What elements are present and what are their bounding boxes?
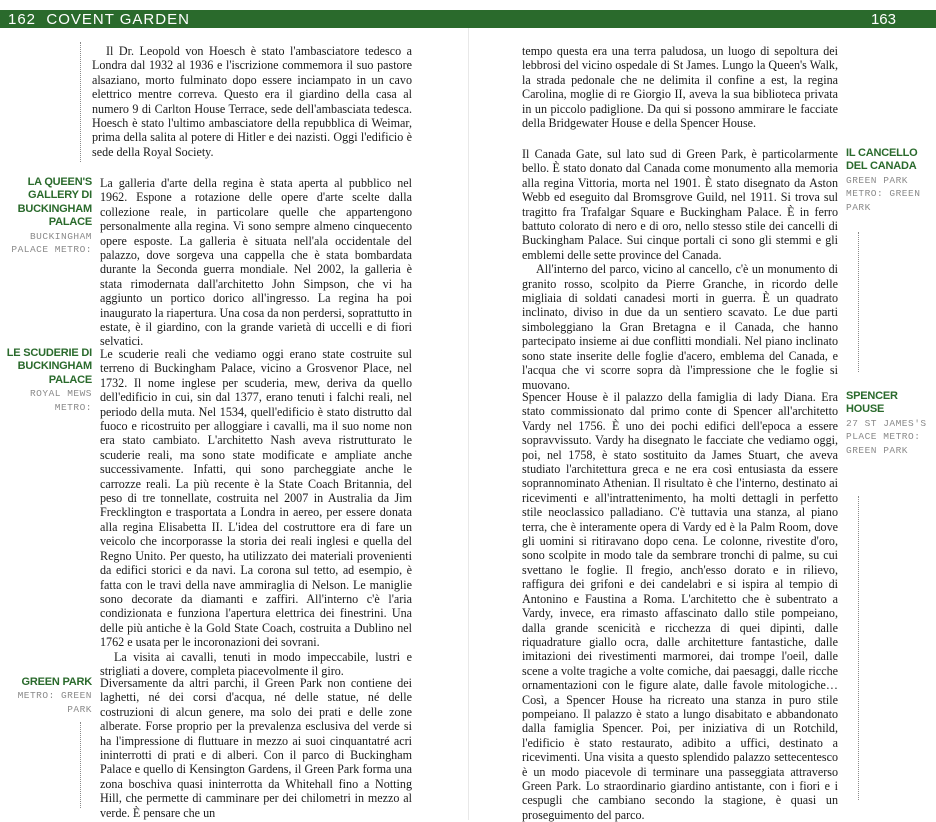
section-title: LE SCUDERIE DI BUCKINGHAM PALACE [6, 347, 92, 386]
section-title: LA QUEEN'S GALLERY DI BUCKINGHAM PALACE [17, 176, 92, 229]
green-park-text [100, 676, 412, 820]
dotted-rule [858, 232, 859, 372]
continuation-text [522, 44, 838, 130]
paragraph: Diversamente da altri parchi, il Green Park non contiene dei laghetti, né dei corsi d'acqua, né delle statue, né delle costruzioni di alcun genere, ma solo dei prati e delle zone alberate. Forse proprio per la prevalenza esclusiva del verde si ha l'impressione di fluttuare in mezzo ai suoi cinquantatré acri ininterrotti di prati e di alberi. Con il parco di Buckingham Palace e quello di Kensington Gardens, il Green Park forma una zona boschiva quasi ininterrotta da Whitehall fino a Notting Hill, che permette di camminare per dei chilometri in mezzo al verde. È pensare che un [100, 676, 412, 820]
sidebar-queens-gallery [6, 176, 92, 257]
paragraph: All'interno del parco, vicino al cancello, c'è un monumento di granito rosso, scolpito da Pierre Granche, in ricordo delle migliaia di soldati canadesi morti in guerra. È un quadrato inclinato, diviso in due da un sentiero scavato. Le due parti simboleggiano la Gran Bretagna e il Canada, che hanno partecipato insieme ai due conflitti mondiali. Nel piano inclinato sono state inserite delle foglie d'acero, emblema del Canada, e l'acqua che vi scorre sopra dà l'impressione che le foglie si muovano. [522, 262, 838, 392]
dotted-rule [858, 496, 859, 800]
section-title: SPENCER HOUSE [846, 390, 898, 416]
paragraph: tempo questa era una terra paludosa, un luogo di sepoltura dei lebbrosi del vicino ospedale di St James. Lungo la Queen's Walk, la strada pedonale che ne delimita il confine a est, la regina Carolina, moglie di re Giorgio II, aveva la sua biblioteca privata in un piccolo padiglione. Da qui si possono ammirare le facciate della Bridgewater House e della Spencer House. [522, 44, 838, 131]
section-info: 27 ST JAMES'S PLACE METRO: GREEN PARK [846, 417, 927, 456]
queens-gallery-text [100, 176, 412, 349]
paragraph: Il Dr. Leopold von Hoesch è stato l'ambasciatore tedesco a Londra dal 1932 al 1936 e l'iscrizione commemora il suo pastore alsaziano, morto fulminato dopo essere inciampato in un cavo elettrico mentre correva. Questo era il giardino della casa al numero 9 di Carlton House Terrace, sede dell'ambasciata tedesca. Hoesch è stato l'ultimo ambasciatore della repubblica di Weimar, prima della salita al potere di Hitler e dei nazisti. Oggi l'edificio è sede della Royal Society. [92, 44, 412, 159]
section-title: IL CANCELLO DEL CANADA [846, 147, 918, 173]
section-info: GREEN PARK METRO: GREEN PARK [846, 174, 921, 213]
spencer-house-text [522, 390, 838, 822]
sidebar-green-park [6, 676, 92, 716]
sidebar-spencer-house [846, 390, 930, 457]
section-info: ROYAL MEWS METRO: [29, 388, 92, 413]
sidebar-royal-mews [6, 347, 92, 414]
paragraph: Le scuderie reali che vediamo oggi erano state costruite sul terreno di Buckingham Palace, vicino a Grosvenor Place, nel 1732. Il nome inglese per scuderia, mew, deriva da quello dell'edificio in cui, sin dal 1377, erano tenuti i falchi reali, nel periodo della muta. Nel 1534, quell'edificio è stato distrutto dal fuoco e ricostruito per alloggiare i cavalli, ma il suo nome non era stato cambiato. L'architetto Nash aveva ristrutturato le scuderie reali, ma sono state modificate e ampliate anche successivamente. Infatti, qui sono parcheggiate anche le carrozze reali. La più recente è la State Coach Britannia, del peso di tre tonnellate, costruita nel 2007 in Australia da Jim Frecklington e trasportata a Londra in aereo, per essere donata alla regina Elisabetta II. L'idea del costruttore era di fare un veicolo che incorporasse la storia dei reali inglesi e quella del Regno Unito. Per questo, ha utilizzato dei materiali provenienti da edifici storici e da navi. La corona sul tetto, ad esempio, è fatta con le travi della nave ammiraglia di Nelson. Le maniglie sono decorate da diamanti e zaffiri. All'interno c'è l'aria condizionata e funziona l'apertura elettrica dei finestrini. Una delle più antiche è la Gold State Coach, costruita a Dublino nel 1762 e usata per le incoronazioni dei sovrani. [100, 347, 412, 650]
section-title: GREEN PARK [21, 676, 92, 688]
paragraph: Spencer House è il palazzo della famiglia di lady Diana. Era stato commissionato dal primo conte di Spencer all'architetto Vardy nel 1756. È uno dei pochi edifici dell'epoca a essere sopravvissuto. Vardy ha disegnato le facciate che vediamo oggi, poi, nel 1758, è stato sostituito da James Stuart, che aveva studiato l'architettura greca e ne era così entusiasta da essere soprannominato Athenian. Il risultato è che l'interno, destinato ai ricevimenti e all'intrattenimento, ha molti dettagli in perfetto stile neoclassico palladiano. C'è tuttavia una stanza, al piano terra, che è interamente opera di Vardy ed è la Palm Room, dove gli uomini si ritiravano dopo cena. Le colonne, rivestite d'oro, sono scolpite in modo tale da sembrare tronchi di palme, su cui svettano le foglie. Il fregio, anch'esso dorato e in rilievo, raffigura dei grifoni e dei candelabri e si ispira al tempio di Antonino e Faustina a Roma. L'architetto che è subentrato a Vardy, invece, era rimasto affascinato dallo stile pompeiano, dalla grande scenicità e ricchezza di quei dipinti, dalle riquadrature giallo ocra, dalle architetture fantastiche, dalle imitazioni dei rivestimenti marmorei, dai trompe l'oeil, dalle scene a volte tragiche a volte comiche, dai paesaggi, dalle ricche ornamentazioni con le figure alate, dalle favole mitologiche… Così, a Spencer House ha ricreato una stanza in puro stile pompeiano. Il palazzo è stato a lungo disabitato e abbandonato dalla famiglia Spencer. Poi, per iniziativa di un Rotchild, l'edificio è stato restaurato, adibito a uffici, destinato a ricevimenti. Una visita a questo splendido palazzo settecentesco è un modo piacevole di terminare una passeggiata attraverso Green Park. Lo straordinario giardino antistante, con i fiori e i cespugli che cambiano secondo la stagione, è quasi un proseguimento del parco. [522, 390, 838, 822]
paragraph: Il Canada Gate, sul lato sud di Green Park, è particolarmente bello. È stato donato dal Canada come monumento alla memoria alla regina Vittoria, morta nel 1901. È stato disegnato da Aston Webb ed eseguito dal Bromsgrove Guild, nel 1911. Si trova sul tragitto fra Trafalgar Square e Buckingham Palace. È in ferro battuto colorato di nero e di oro, nello stesso stile dei cancelli di Buckingham Palace. Sui cinque portali ci sono gli stemmi e gli emblemi delle sette province del Canada. [522, 147, 838, 262]
intro-text [92, 44, 412, 159]
dotted-rule [80, 722, 81, 808]
page-number-right: 163 [870, 11, 896, 28]
section-info: METRO: GREEN PARK [17, 690, 92, 715]
royal-mews-text [100, 347, 412, 678]
canada-gate-text [522, 147, 838, 392]
paragraph: La visita ai cavalli, tenuti in modo impeccabile, lustri e strigliati a dovere, completa piacevolmente il giro. [100, 649, 412, 678]
paragraph: La galleria d'arte della regina è stata aperta al pubblico nel 1962. Espone a rotazione delle opere d'arte scelte dalla collezione reale, in particolare quelle che appartengono personalmente alla regina. Vi sono sempre almeno cinquecento opere esposte. La galleria è situata nell'ala occidentale del palazzo, dove sorgeva una cappella che è stata bombardata durante la Seconda guerra mondiale. Nel 2002, la galleria è stata rimodernata dall'architetto John Simpson, che vi ha aggiunto un portico dorico all'ingresso. La regina ha poi inaugurato la riapertura. Una cosa da non perdersi, soprattutto in estate, è il giardino, con la grande varietà di uccelli e di fiori selvatici. [100, 176, 412, 349]
running-head-left: 162 COVENT GARDEN [8, 11, 190, 28]
section-info: BUCKINGHAM PALACE METRO: [11, 230, 92, 256]
dotted-rule [80, 42, 81, 162]
sidebar-canada-gate [846, 147, 930, 214]
page-gutter [468, 28, 469, 820]
